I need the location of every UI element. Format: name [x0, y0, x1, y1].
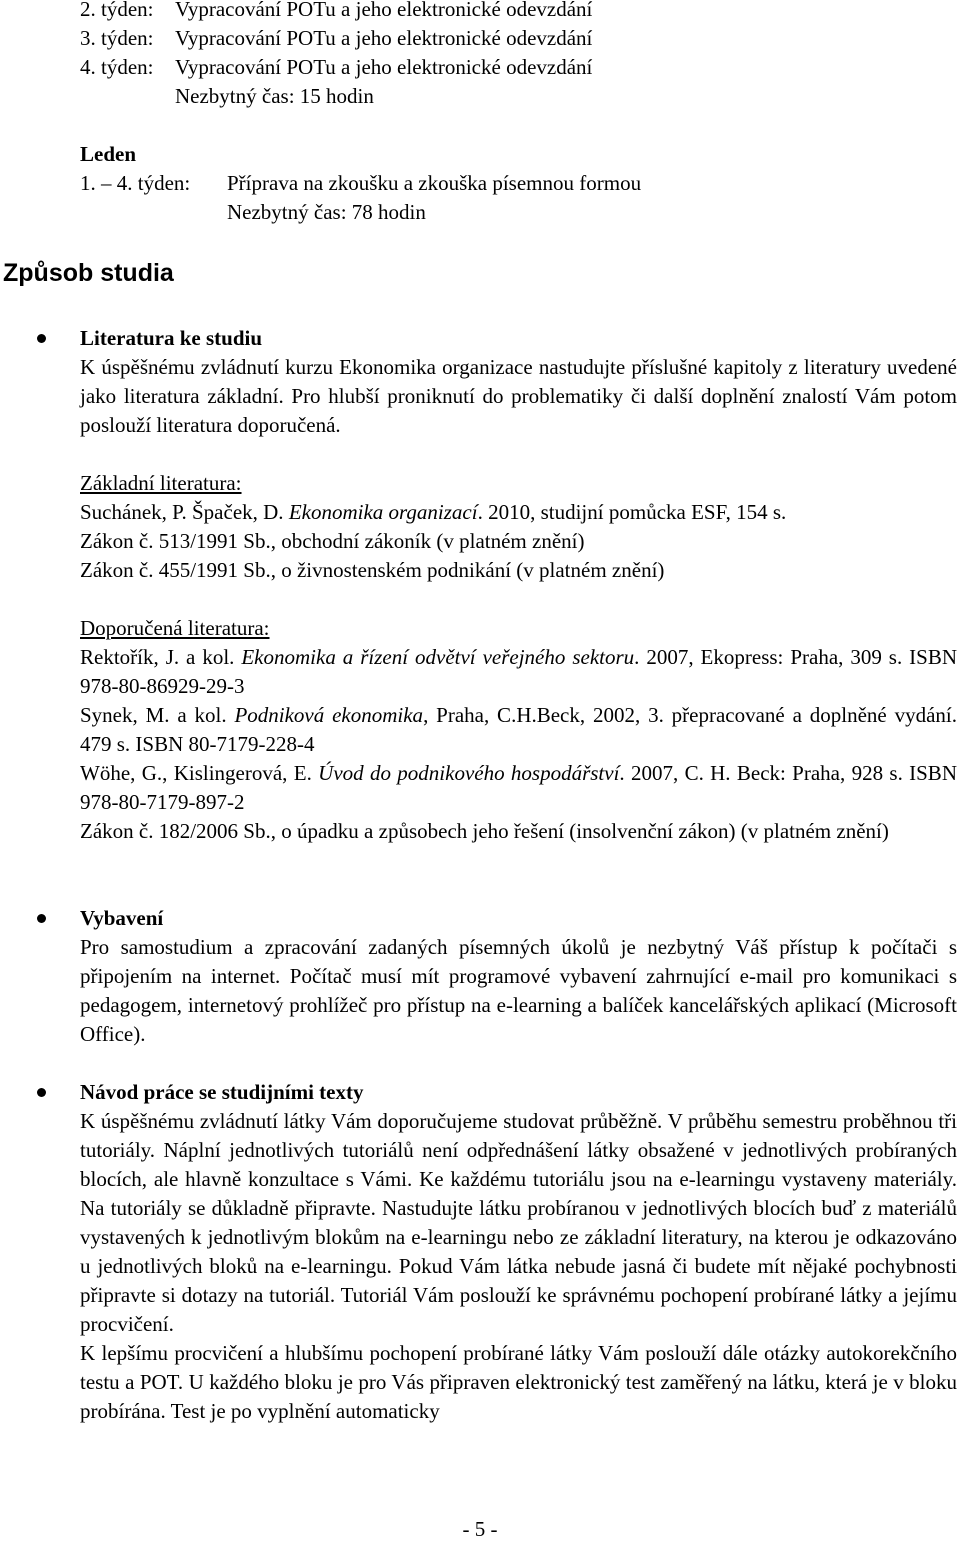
bullet-icon	[37, 1088, 46, 1097]
bullet-icon	[37, 334, 46, 343]
schedule-row	[80, 0, 154, 24]
basic-literature-label: Základní literatura:	[80, 471, 242, 495]
equipment-text	[80, 933, 957, 1049]
guide-text	[80, 1107, 957, 1426]
page-number: - 5 -	[462, 1517, 498, 1541]
citation-title: Ekonomika organizací	[288, 500, 478, 524]
equipment-paragraph: Pro samostudium a zpracování zadaných písemných úkolů je nezbytný Váš přístup k počítači s připojením na internet. Počítač musí mít programové vybavení zahrnující e-mail pro komunikaci s pedagogem, internetový prohlížeč pro přístup na e-learning a balíček kancelářských aplikací (Microsoft Office).	[80, 935, 957, 1046]
citation-details: . 2007, Ekopress: Praha, 309 s. ISBN 978-80-86929-29-3	[80, 645, 957, 698]
citation-text: Zákon č. 182/2006 Sb., o úpadku a způsobech jeho řešení (insolvenční zákon) (v platném znění)	[80, 819, 889, 843]
schedule-week-label: 2. týden:	[80, 0, 154, 21]
recommended-literature-item	[80, 817, 957, 846]
literature-intro	[80, 353, 957, 440]
citation-details: . 2010, studijní pomůcka ESF, 154 s.	[477, 500, 787, 524]
schedule-week-label: 3. týden:	[80, 26, 154, 50]
schedule-time: Nezbytný čas: 78 hodin	[227, 200, 426, 224]
recommended-literature-item	[80, 759, 957, 817]
citation-authors: Synek, M. a kol.	[80, 703, 235, 727]
citation-authors: Wöhe, G., Kislingerová, E.	[80, 761, 319, 785]
citation-title: Úvod do podnikového hospodářství	[318, 761, 620, 785]
citation-details: . 2007, C. H. Beck: Praha, 928 s. ISBN 978-80-7179-897-2	[80, 761, 957, 814]
basic-literature-item: Zákon č. 455/1991 Sb., o živnostenském podnikání (v platném znění)	[80, 558, 665, 582]
schedule-time: Nezbytný čas: 15 hodin	[175, 84, 374, 108]
citation-authors: Suchánek, P. Špaček, D.	[80, 500, 289, 524]
citation-title: Podniková ekonomika	[234, 703, 424, 727]
schedule-row-text: Vypracování POTu a jeho elektronické odevzdání	[175, 26, 593, 50]
guide-paragraph: K úspěšnému zvládnutí látky Vám doporučujeme studovat průběžně. V průběhu semestru proběhnou tři tutoriály. Náplní jednotlivých tutoriálů není odpřednášení látky obsažené v jednotlivých probíraných blocích, ale hlavně konzultace s Vámi. Ke každému tutoriálu jsou na e-learningu vystaveny materiály. Na tutoriály se důkladně připravte. Nastudujte látku probíranou v jednotlivých blocích buď z materiálů vystavených k jednotlivým blokům na e-learningu nebo ze základní literatury, na kterou je odkazováno u jednotlivých bloků na e-learningu. Pokud Vám látka nebude jasná či budete mít nějaké pochybnosti připravte si dotazy na tutoriál. Tutoriál Vám poslouží ke správnému pochopení probírané látky a jejímu procvičení.	[80, 1109, 957, 1336]
bullet-icon	[37, 914, 46, 923]
basic-literature-item: Zákon č. 513/1991 Sb., obchodní zákoník (v platném znění)	[80, 529, 585, 553]
section-heading: Způsob studia	[3, 259, 174, 287]
schedule-row-text: Vypracování POTu a jeho elektronické odevzdání	[175, 0, 593, 21]
guide-title: Návod práce se studijními texty	[80, 1080, 364, 1104]
schedule-row-text: Příprava na zkoušku a zkouška písemnou formou	[227, 171, 642, 195]
equipment-title: Vybavení	[80, 906, 164, 930]
recommended-literature-label: Doporučená literatura:	[80, 616, 270, 640]
literature-intro-text: K úspěšnému zvládnutí kurzu Ekonomika organizace nastudujte příslušné kapitoly z literatury uvedené jako literatura základní. Pro hlubší proniknutí do problematiky či další doplnění znalostí Vám potom poslouží literatura doporučená.	[80, 355, 957, 437]
citation-details: , Praha, C.H.Beck, 2002, 3. přepracované a doplněné vydání. 479 s. ISBN 80-7179-228-4	[80, 703, 957, 756]
basic-literature-item	[80, 498, 786, 527]
citation-authors: Rektořík, J. a kol.	[80, 645, 242, 669]
guide-paragraph: K lepšímu procvičení a hlubšímu pochopení probírané látky Vám poslouží dále otázky autokorekčního testu a POT. U každého bloku je pro Vás připraven elektronický test zaměřený na látku, která je v bloku probírána. Test je po vyplnění automaticky	[80, 1341, 957, 1423]
schedule-row-text: Vypracování POTu a jeho elektronické odevzdání	[175, 55, 593, 79]
schedule-week-label: 1. – 4. týden:	[80, 171, 191, 195]
recommended-literature-item	[80, 701, 957, 759]
literature-title: Literatura ke studiu	[80, 326, 263, 350]
schedule-week-label: 4. týden:	[80, 55, 154, 79]
month-heading: Leden	[80, 142, 137, 166]
citation-title: Ekonomika a řízení odvětví veřejného sektoru	[241, 645, 635, 669]
recommended-literature-item	[80, 643, 957, 701]
